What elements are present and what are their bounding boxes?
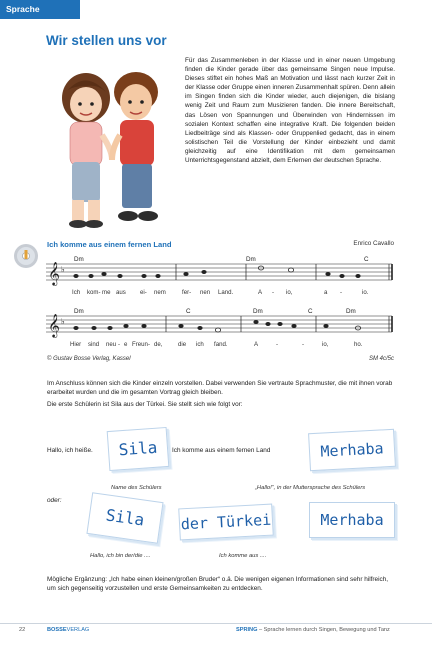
song-copyright: © Gustav Bosse Verlag, Kassel	[47, 356, 131, 362]
svg-text:𝄞: 𝄞	[48, 313, 60, 337]
caption-greeting: „Hallo!“, in der Muttersprache des Schülers	[255, 485, 366, 491]
chord-dm-3: Dm	[74, 308, 84, 315]
lyric: e	[124, 341, 128, 348]
footer-divider	[0, 623, 432, 624]
intro-paragraph: Für das Zusammenleben in der Klasse und in einer neuen Umgebung finden die Kinder gerade über das gemeinsame Singen neue Impulse. Dieses stiftet ein hohes Maß an Motivation und lässt nach kurzer Zeit in der Klasse oder Gruppe einen inneren Zusammenhalt spüren. Denn allein im Singen finden sich die Kinder wieder, auch diejenigen, die bislang wenig Zeit und Raum zum Musizieren fanden. Die innere Bereitschaft, das Lösen von Spannungen und Überwinden von Hindernissen im sozialen Kontext schaffen eine integrative Kraft. Die folgenden beiden Liedbeiträge sind als Klassen- oder Gruppenlied gedacht, das in einem solistischen Teil die Vorstellung der Kinder einbezieht und damit gleichzeitig auf eine Identifikation mit dem gemeinsamen Unterrichtsgegenstand abzielt, dem Erlernen der deutschen Sprache.	[185, 57, 395, 165]
lyric: me	[102, 289, 111, 296]
greeting-card: Merhaba	[308, 429, 396, 471]
lyric: io,	[322, 341, 329, 348]
lyric: nem	[154, 289, 166, 296]
lyric: die	[178, 341, 187, 348]
chord-c-1: C	[364, 256, 369, 263]
song-title: Ich komme aus einem fernen Land	[47, 240, 172, 249]
page-number: 22	[19, 627, 26, 633]
cd-icon	[13, 243, 39, 269]
footer-series-line	[236, 627, 390, 633]
oder-text: oder:	[47, 497, 62, 504]
chord-c-2: C	[186, 308, 191, 315]
lyric: -	[302, 341, 305, 348]
svg-text:𝄞: 𝄞	[48, 261, 60, 285]
lyric: kom-	[87, 289, 101, 296]
section-tab: Sprache	[0, 0, 80, 19]
caption-hallo: Hallo, ich bin der/die ....	[90, 553, 151, 559]
caption-name: Name des Schülers	[111, 485, 162, 491]
caption-komme: Ich komme aus ....	[219, 553, 267, 559]
page-title: Wir stellen uns vor	[46, 33, 167, 48]
music-notation	[46, 250, 396, 360]
chord-dm-1: Dm	[74, 256, 84, 263]
publisher-logo	[47, 627, 89, 633]
lyric: -	[118, 341, 121, 348]
lyric: io.	[362, 289, 369, 296]
lyric: aus	[116, 289, 126, 296]
lyric: fer-	[182, 289, 192, 296]
lyric: nen	[200, 289, 211, 296]
lyric: de,	[154, 341, 163, 348]
lyric: ho.	[354, 341, 363, 348]
hallo-text: Hallo, ich heiße.	[47, 447, 93, 454]
svg-text:♭: ♭	[61, 265, 65, 274]
series-name: SPRING	[236, 627, 258, 633]
name-card-2: Sila	[86, 492, 163, 544]
series-subtitle: – Sprache lernen durch Singen, Bewegung und Tanz	[259, 627, 390, 633]
paragraph-2: Die erste Schülerin ist Sila aus der Türkei. Sie stellt sich wie folgt vor:	[47, 401, 243, 408]
lyric: ich	[196, 341, 204, 348]
lyric: -	[148, 341, 151, 348]
lyric: A	[258, 289, 263, 296]
lyric: neu	[106, 341, 117, 348]
svg-text:♭: ♭	[61, 317, 65, 326]
lyric: -	[276, 341, 279, 348]
chord-dm-5: Dm	[346, 308, 356, 315]
lyric: Ich	[72, 289, 81, 296]
chord-c-3: C	[308, 308, 313, 315]
middle-text: Ich komme aus einem fernen Land	[172, 447, 271, 454]
lyric: io,	[286, 289, 293, 296]
publisher-light: VERLAG	[66, 627, 90, 633]
lyric: a	[324, 289, 328, 296]
name-card: Sila	[107, 427, 170, 471]
greeting-card-2: Merhaba	[309, 502, 395, 538]
lyric: Hier	[70, 341, 82, 348]
chord-dm-2: Dm	[246, 256, 256, 263]
children-illustration	[50, 60, 170, 235]
chord-dm-4: Dm	[253, 308, 263, 315]
lyric: Land.	[218, 289, 234, 296]
paragraph-3: Mögliche Ergänzung: „Ich habe einen kleinen/großen Bruder“ o.ä. Die wenigen eigenen Informationen sind sehr hilfreich, um sich gegenseitig vorzustellen und erste Gemeinsamkeiten zu entdecken.	[47, 576, 389, 593]
lyric: fand.	[214, 341, 228, 348]
lyric: sind	[88, 341, 100, 348]
lyric: ei-	[140, 289, 147, 296]
lyric: Freun	[132, 341, 148, 348]
paragraph-1: Im Anschluss können sich die Kinder einzeln vorstellen. Dabei verwenden Sie vertraute Sprachmuster, die mit ihnen vorab erarbeitet wurden und die im gesamten Vortrag gleich bleiben.	[47, 380, 393, 397]
country-card: der Türkei	[178, 504, 274, 541]
lyric: A	[254, 341, 259, 348]
song-reference: SM 4c/5c	[368, 356, 394, 362]
song-composer: Enrico Cavallo	[353, 240, 394, 247]
lyric: -	[272, 289, 275, 296]
publisher-bold: BOSSE	[47, 627, 67, 633]
lyric: -	[340, 289, 343, 296]
